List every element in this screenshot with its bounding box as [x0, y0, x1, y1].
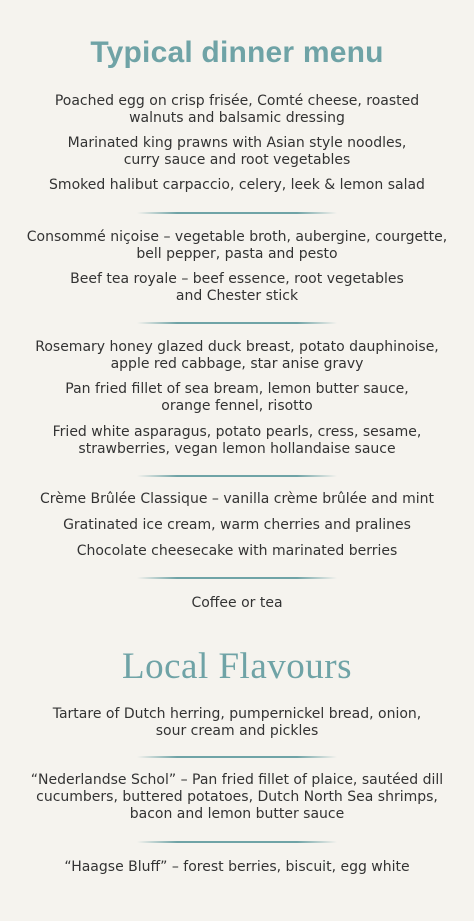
menu-item-main-1 — [20, 339, 454, 373]
item-line: Tartare of Dutch herring, pumpernickel bread, onion, — [52, 706, 422, 722]
item-line: strawberries, vegan lemon hollandaise sauce — [78, 441, 396, 457]
item-line: Gratinated ice cream, warm cherries and pralines — [63, 517, 411, 533]
menu-item-dessert-2 — [20, 517, 454, 534]
item-line: “Haagse Bluff” – forest berries, biscuit, egg white — [64, 859, 410, 875]
section-divider — [137, 322, 337, 324]
menu-title: Typical dinner menu — [90, 36, 384, 69]
item-line: Rosemary honey glazed duck breast, potato dauphinoise, — [35, 339, 439, 355]
item-line: Marinated king prawns with Asian style noodles, — [67, 135, 407, 151]
local-item-3 — [20, 859, 454, 876]
section-divider — [137, 475, 337, 477]
local-flavours-title: Local Flavours — [122, 646, 352, 687]
item-line: Beef tea royale – beef essence, root vegetables — [70, 271, 404, 287]
item-line: bell pepper, pasta and pesto — [136, 246, 338, 262]
section-divider — [137, 212, 337, 214]
menu-item-main-2 — [20, 381, 454, 415]
item-line: sour cream and pickles — [155, 723, 319, 739]
item-line: cucumbers, buttered potatoes, Dutch North Sea shrimps, — [36, 789, 438, 805]
menu-item-dessert-1 — [20, 491, 454, 508]
menu-item-starter-1 — [20, 93, 454, 127]
menu-item-main-3 — [20, 424, 454, 458]
item-line: Chocolate cheesecake with marinated berries — [76, 543, 398, 559]
menu-item-soup-1 — [20, 229, 454, 263]
item-line: apple red cabbage, star anise gravy — [110, 356, 364, 372]
item-line: Coffee or tea — [191, 595, 283, 611]
section-divider — [137, 577, 337, 579]
item-line: Poached egg on crisp frisée, Comté cheese, roasted — [54, 93, 420, 109]
section-divider — [137, 841, 337, 843]
item-line: Pan fried fillet of sea bream, lemon butter sauce, — [65, 381, 409, 397]
menu-item-starter-2 — [20, 135, 454, 169]
local-item-1 — [20, 706, 454, 740]
section-divider — [137, 756, 337, 758]
item-line: bacon and lemon butter sauce — [129, 806, 345, 822]
item-line: Consommé niçoise – vegetable broth, aubergine, courgette, — [26, 229, 448, 245]
item-line: orange fennel, risotto — [161, 398, 313, 414]
item-line: walnuts and balsamic dressing — [129, 110, 345, 126]
item-line: Fried white asparagus, potato pearls, cress, sesame, — [52, 424, 422, 440]
local-item-2 — [20, 772, 454, 823]
menu-item-dessert-3 — [20, 543, 454, 560]
menu-item-starter-3 — [20, 177, 454, 194]
item-line: Crème Brûlée Classique – vanilla crème brûlée and mint — [40, 491, 434, 507]
item-line: Smoked halibut carpaccio, celery, leek & lemon salad — [49, 177, 425, 193]
item-line: and Chester stick — [175, 288, 299, 304]
item-line: “Nederlandse Schol” – Pan fried fillet of plaice, sautéed dill — [30, 772, 444, 788]
menu-item-coffee — [20, 595, 454, 612]
menu-item-soup-2 — [20, 271, 454, 305]
item-line: curry sauce and root vegetables — [123, 152, 351, 168]
